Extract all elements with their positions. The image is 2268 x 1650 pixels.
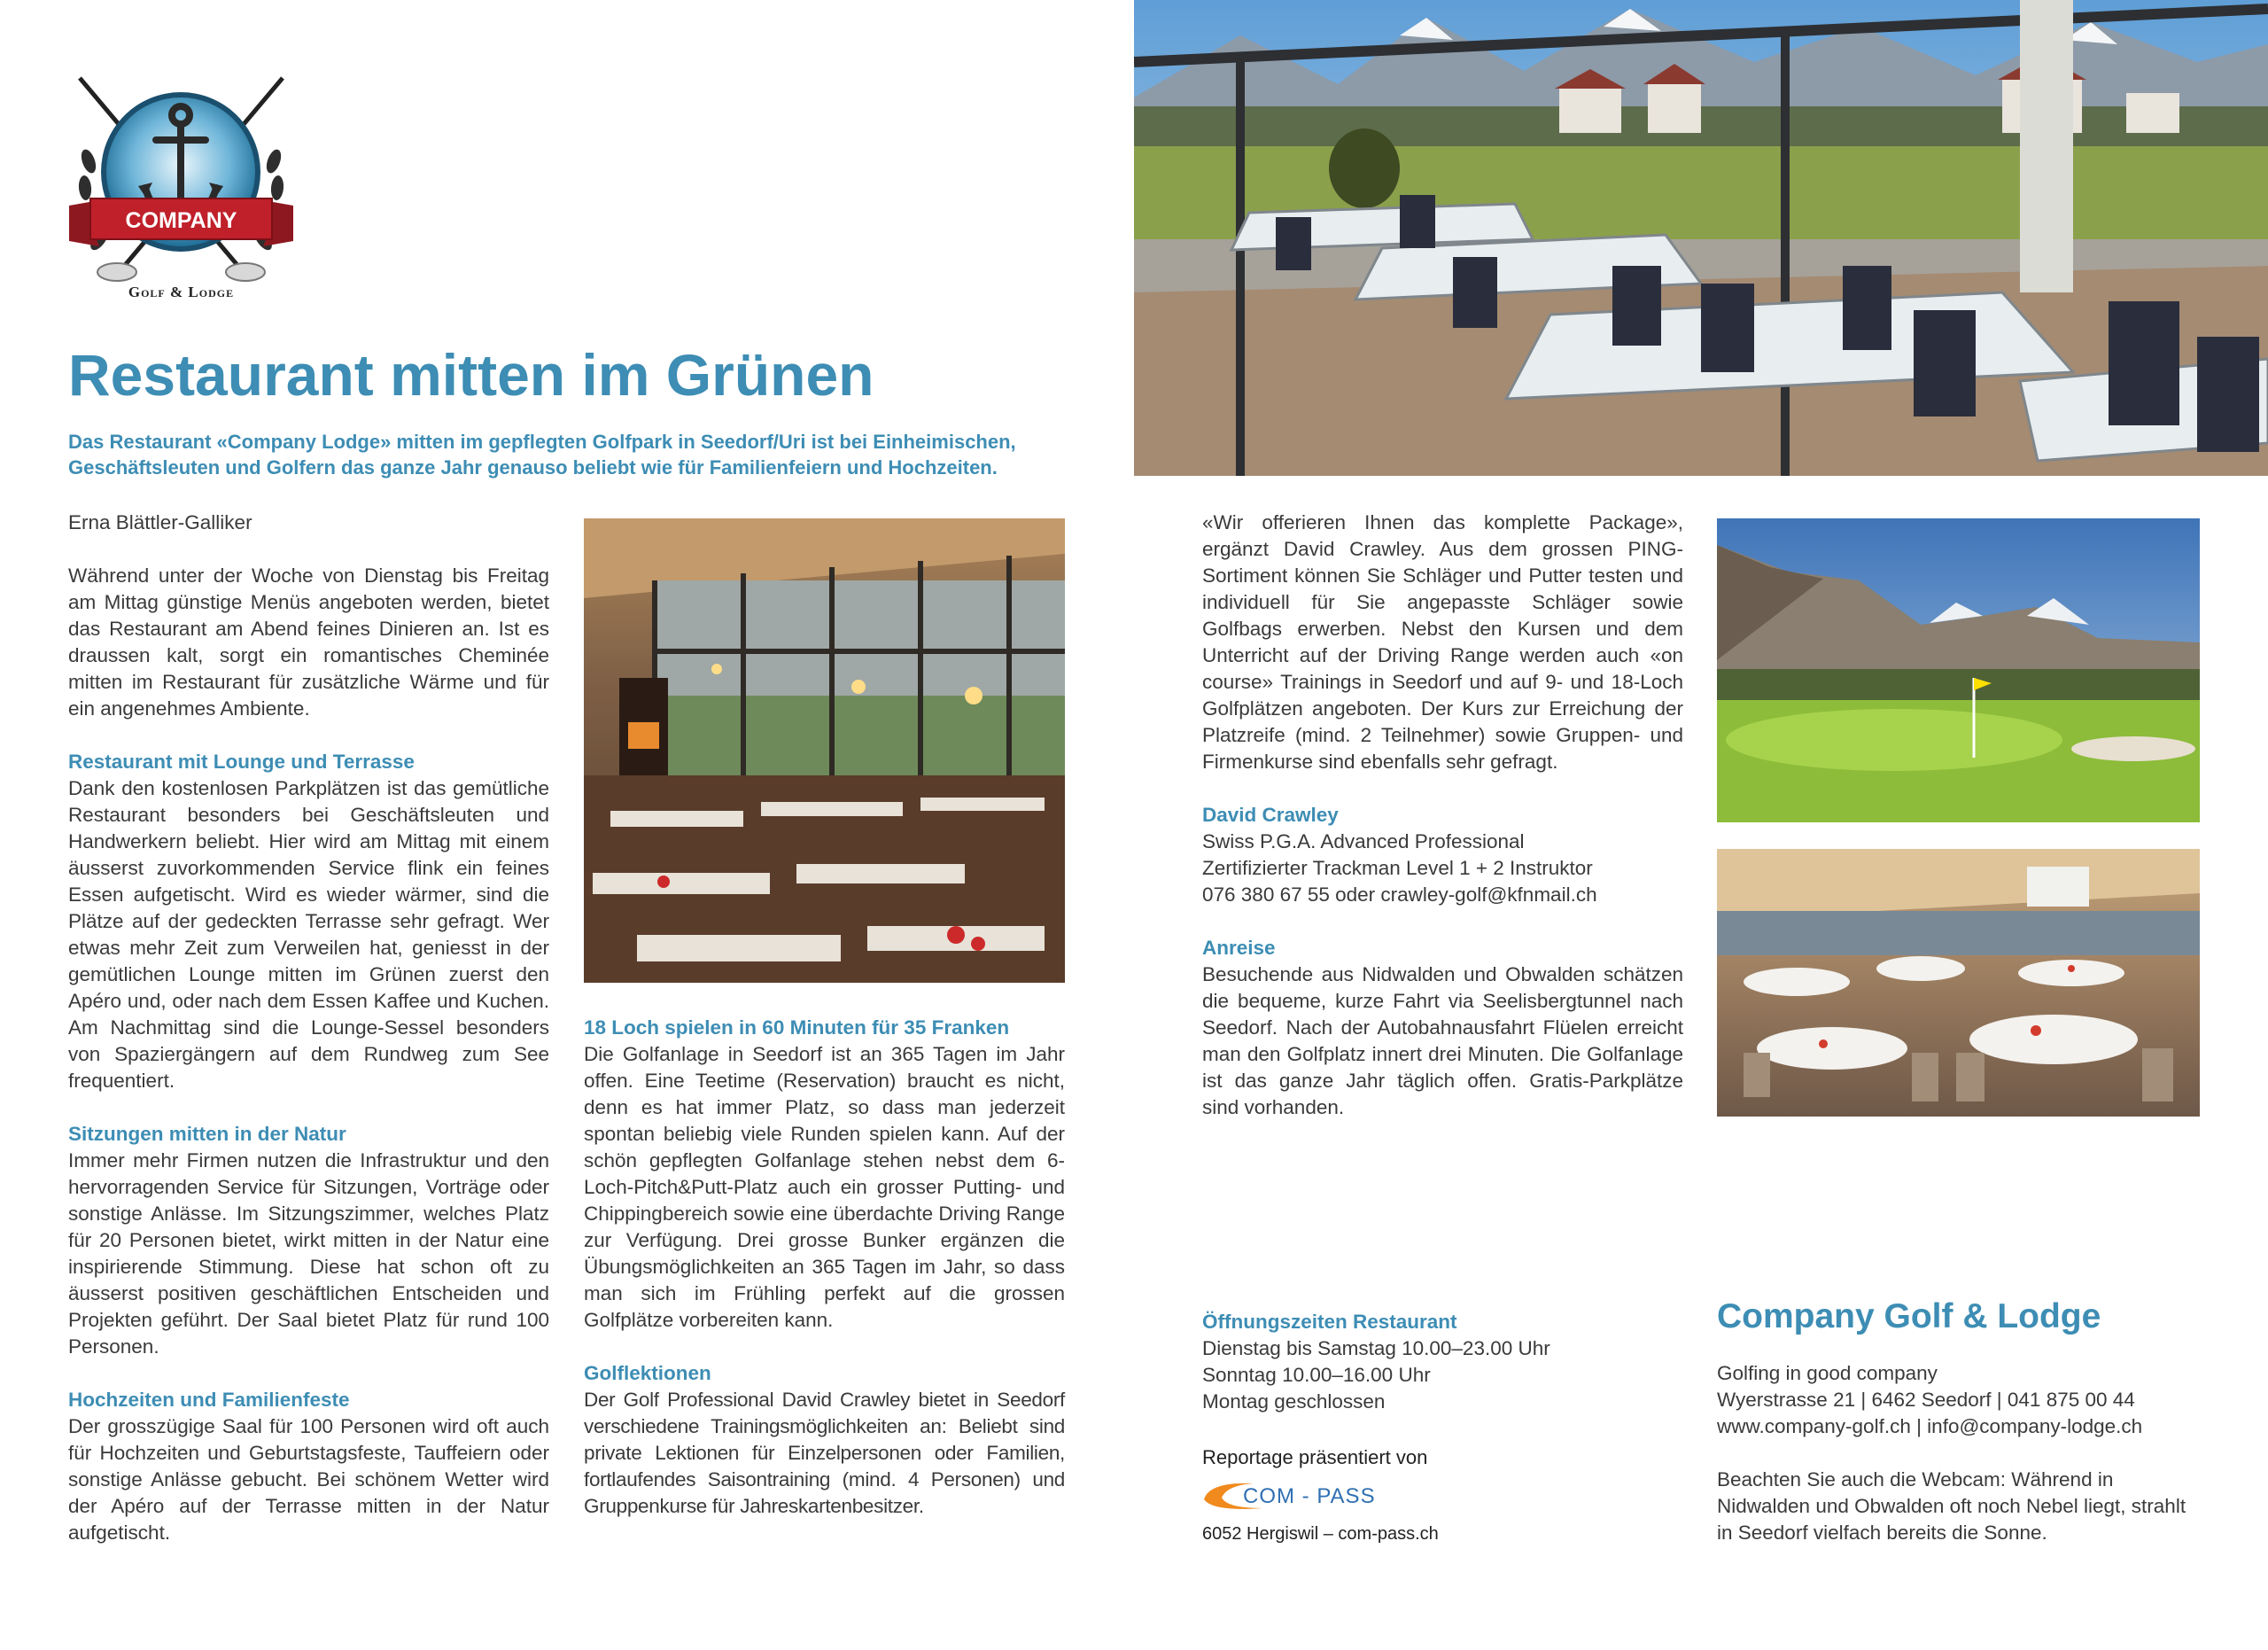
paragraph-lessons: Der Golf Professional David Crawley bietet in Seedorf verschiedene Trainingsmöglichkeiten an: Beliebt sind private Lektionen für Einzelpersonen oder Familien, fortlaufendes Saisontraining (mind. 4 Personen) und Gruppenkurse für Jahreskartenbesitzer. bbox=[584, 1389, 1065, 1517]
opening-hours-line: Sonntag 10.00–16.00 Uhr bbox=[1202, 1364, 1431, 1386]
photo-terrace bbox=[1134, 0, 2268, 476]
opening-hours bbox=[1202, 1309, 1683, 1415]
svg-text:COMPANY: COMPANY bbox=[125, 208, 237, 233]
svg-text:COM - PASS: COM - PASS bbox=[1243, 1484, 1376, 1508]
heading-meetings: Sitzungen mitten in der Natur bbox=[68, 1123, 346, 1145]
photo-golf-course bbox=[1717, 518, 2200, 822]
sponsor-address: 6052 Hergiswil – com-pass.ch bbox=[1202, 1524, 1439, 1544]
anchor-logo-icon bbox=[64, 73, 299, 307]
lead-line-2: Geschäftsleuten und Golfern das ganze Jahr genauso beliebt wie für Familienfeiern und Hochzeiten. bbox=[68, 456, 998, 479]
contact-details bbox=[1202, 829, 1683, 908]
column-1 bbox=[68, 510, 549, 1546]
company-slogan: Golfing in good company bbox=[1717, 1362, 1938, 1384]
heading-weddings: Hochzeiten und Familienfeste bbox=[68, 1389, 350, 1411]
opening-hours-line: Montag geschlossen bbox=[1202, 1390, 1386, 1413]
logo-tagline: Golf & Lodge bbox=[128, 284, 235, 300]
heading-lessons: Golflektionen bbox=[584, 1362, 711, 1384]
webcam-note: Beachten Sie auch die Webcam: Während in Nidwalden und Obwalden oft noch Nebel liegt, strahlt in Seedorf vielfach bereits die Sonne. bbox=[1717, 1468, 2186, 1544]
heading-lounge: Restaurant mit Lounge und Terrasse bbox=[68, 751, 415, 773]
lead-line-1: Das Restaurant «Company Lodge» mitten im gepflegten Golfpark in Seedorf/Uri ist bei Einheimischen, bbox=[68, 431, 1016, 453]
contact-line: Zertifizierter Trackman Level 1 + 2 Instruktor bbox=[1202, 857, 1593, 879]
contact-name: David Crawley bbox=[1202, 804, 1339, 826]
column-3 bbox=[1202, 510, 1683, 1121]
photo-restaurant-interior bbox=[584, 518, 1065, 983]
photo-banquet-hall bbox=[1717, 849, 2200, 1117]
column-2 bbox=[584, 1015, 1065, 1520]
heading-18hole: 18 Loch spielen in 60 Minuten für 35 Franken bbox=[584, 1016, 1010, 1039]
paragraph-weddings: Der grosszügige Saal für 100 Personen wird oft auch für Hochzeiten und Geburtstagsfeste, Tauffeiern oder sonstige Anlässe gebucht. Bei schönem Wetter wird der Apéro auf der Terrasse mitten in der Natur aufgetischt. bbox=[68, 1415, 549, 1544]
sponsor-logo bbox=[1200, 1476, 1466, 1514]
contact-line: Swiss P.G.A. Advanced Professional bbox=[1202, 830, 1525, 852]
company-logo bbox=[64, 73, 299, 307]
paragraph-meetings: Immer mehr Firmen nutzen die Infrastruktur und den hervorragenden Service für Sitzungen, Vorträge oder sonstige Anlässe. Im Sitzungszimmer, welches Platz für 20 Personen bietet, wirkt mitten in der Natur eine inspirierende Stimmung. Diese hat schon oft zu äusserst positiven geschäftlichen Entscheiden und Projekten geführt. Der Saal bietet Platz für rund 100 Personen. bbox=[68, 1149, 549, 1358]
opening-hours-title: Öffnungszeiten Restaurant bbox=[1202, 1311, 1457, 1333]
company-web: www.company-golf.ch | info@company-lodge.ch bbox=[1717, 1415, 2143, 1437]
heading-travel: Anreise bbox=[1202, 937, 1276, 959]
contact-line: 076 380 67 55 oder crawley-golf@kfnmail.ch bbox=[1202, 883, 1597, 906]
company-info bbox=[1717, 1360, 2213, 1546]
article-title: Restaurant mitten im Grünen bbox=[68, 342, 874, 408]
author-byline: Erna Blättler-Galliker bbox=[68, 511, 252, 533]
paragraph-lounge: Dank den kostenlosen Parkplätzen ist das gemütliche Restaurant besonders bei Geschäftsleuten und Handwerkern beliebt. Hier wird am Mittag mit einem äusserst zuvorkommenden Service flink ein feines Essen aufgetischt. Wird es wieder wärmer, sind die Plätze auf der gedeckten Terrasse sehr gefragt. Wer etwas mehr Zeit zum Verweilen hat, geniesst in der gemütlichen Lounge mitten im Grünen zuerst den Apéro und, oder nach dem Essen Kaffee und Kuchen. Am Nachmittag sind die Lounge-Sessel besonders von Spaziergängern auf dem Rundweg zum See frequentiert. bbox=[68, 777, 549, 1092]
company-name: Company Golf & Lodge bbox=[1717, 1297, 2101, 1335]
opening-hours-line: Dienstag bis Samstag 10.00–23.00 Uhr bbox=[1202, 1337, 1550, 1359]
sponsor-label: Reportage präsentiert von bbox=[1202, 1446, 1428, 1468]
paragraph-package: «Wir offerieren Ihnen das komplette Package», ergänzt David Crawley. Aus dem grossen PING-Sortiment können Sie Schläger und Putter testen und individuell für Sie angepasste Schläger sowie Golfbags erwerben. Nebst den Kursen und dem Unterricht auf der Driving Range werden auch «on course» Trainings in Seedorf und auf 9- und 18-Loch Golfplätzen angeboten. Der Kurs zur Erreichung der Platzreife (mind. 2 Teilnehmer) sowie Gruppen- und Firmenkurse sind ebenfalls sehr gefragt. bbox=[1202, 511, 1683, 773]
company-address: Wyerstrasse 21 | 6462 Seedorf | 041 875 00 44 bbox=[1717, 1389, 2135, 1411]
paragraph-travel: Besuchende aus Nidwalden und Obwalden schätzen die bequeme, kurze Fahrt via Seelisbergtunnel nach Seedorf. Nach der Autobahnausfahrt Flüelen erreicht man den Golfplatz innert drei Minuten. Die Golfanlage ist das ganze Jahr täglich offen. Gratis-Parkplätze sind vorhanden. bbox=[1202, 963, 1683, 1118]
article-lead bbox=[68, 429, 1016, 480]
compass-logo-icon bbox=[1200, 1476, 1466, 1514]
intro-paragraph: Während unter der Woche von Dienstag bis Freitag am Mittag günstige Menüs angeboten werden, bietet das Restaurant am Abend feines Dinieren an. Ist es draussen kalt, sorgt ein romantisches Cheminée mitten im Restaurant für zusätzliche Wärme und für ein angenehmes Ambiente. bbox=[68, 564, 549, 720]
paragraph-18hole: Die Golfanlage in Seedorf ist an 365 Tagen im Jahr offen. Eine Teetime (Reservation) braucht es nicht, denn es hat immer Platz, so dass man jederzeit spontan beliebig viele Runden spielen kann. Auf der schön gepflegten Golfanlage stehen nebst dem 6-Loch-Pitch&Putt-Platz auch ein grosser Putting- und Chippingbereich sowie eine überdachte Driving Range zur Verfügung. Drei grosse Bunker ergänzen die Übungsmöglichkeiten an 365 Tagen im Jahr, so dass man sich im Frühling perfekt auf die grossen Golfplätze vorbereiten kann. bbox=[584, 1043, 1065, 1331]
